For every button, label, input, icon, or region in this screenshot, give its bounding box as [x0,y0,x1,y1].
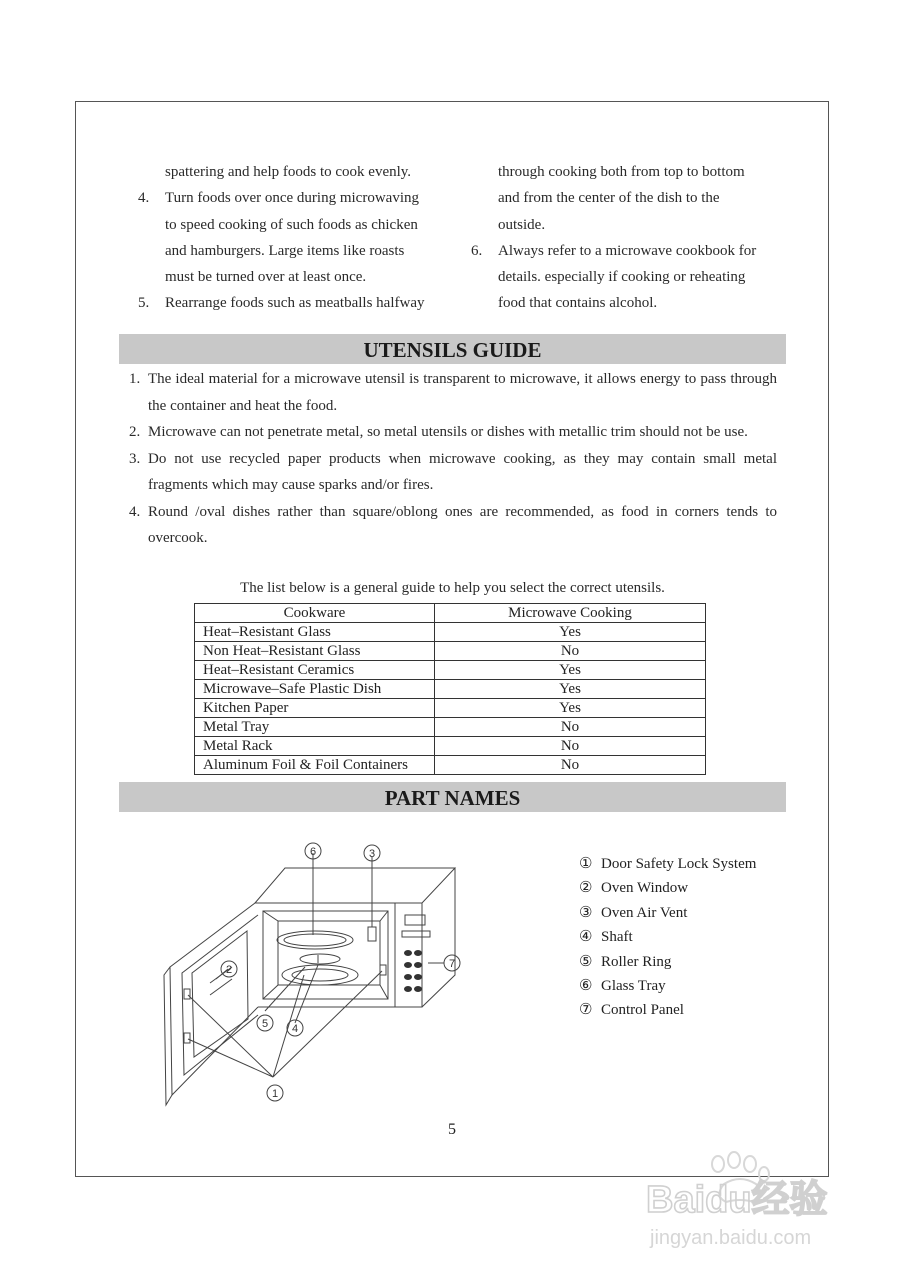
legend-label: Oven Air Vent [601,904,688,921]
microwave-cell: No [435,737,706,756]
legend-item [579,852,756,876]
legend-item [579,950,756,974]
legend-marker: ③ [579,904,593,921]
legend-marker: ① [579,856,593,872]
table-row [195,699,706,718]
watermark-brand: Baidu经验 [646,1179,828,1221]
list-number: 6. [471,242,483,259]
legend-marker: ② [579,880,593,897]
table-row [195,680,706,699]
column-header-microwave-cooking: Microwave Cooking [435,604,706,623]
list-number: 4. [138,190,150,207]
utensils-guide-list [129,366,777,552]
utensils-table [194,603,706,775]
guide-number: 4. [129,503,141,520]
list-line: and from the center of the dish to the [498,190,720,207]
guide-number: 3. [129,450,141,467]
guide-text: Do not use recycled paper products when microwave cooking, as they may contain small metal fragments which may cause sparks and/or fires. [148,450,777,493]
table-row [195,661,706,680]
legend-marker: ⑤ [579,953,593,970]
table-row [195,756,706,775]
cookware-cell: Metal Rack [195,737,435,756]
callout-2: 2 [225,964,233,976]
page-number: 5 [448,1121,456,1138]
callout-6: 6 [309,846,317,858]
microwave-cell: No [435,718,706,737]
microwave-cell: Yes [435,623,706,642]
list-line: outside. [498,216,546,233]
legend-item [579,901,756,925]
list-line: Rearrange foods such as meatballs halfway [165,295,425,312]
microwave-cell: No [435,642,706,661]
table-header-row [195,604,706,623]
microwave-cell: Yes [435,661,706,680]
legend-label: Control Panel [601,1002,684,1019]
list-line: food that contains alcohol. [498,295,658,312]
legend-label: Glass Tray [601,978,666,995]
cookware-cell: Heat–Resistant Ceramics [195,661,435,680]
callout-4: 4 [291,1023,299,1035]
guide-item-1 [129,366,777,419]
watermark-url: jingyan.baidu.com [650,1227,812,1249]
guide-number: 2. [129,424,141,440]
legend-item [579,998,756,1022]
top-right-column [468,159,780,317]
cookware-cell: Metal Tray [195,718,435,737]
legend-item [579,876,756,900]
list-item-cont: spattering and help foods to cook evenly. [165,164,412,180]
list-line: must be turned over at least once. [165,269,367,286]
legend-item [579,974,756,998]
legend-marker: ⑥ [579,978,593,995]
cookware-cell: Kitchen Paper [195,699,435,718]
guide-item-3 [129,446,777,499]
list-line: to speed cooking of such foods as chicken [165,216,418,233]
legend-label: Oven Window [601,880,689,897]
list-item-6 [468,238,780,317]
callout-3: 3 [368,848,376,860]
legend-label: Roller Ring [601,953,672,970]
legend-label: Door Safety Lock System [601,856,757,872]
table-row [195,718,706,737]
list-line: Turn foods over once during microwaving [165,190,419,207]
cookware-cell: Aluminum Foil & Foil Containers [195,756,435,775]
list-line: Always refer to a microwave cookbook for [498,242,757,259]
guide-item-4 [129,499,777,552]
part-names-heading: PART NAMES [119,782,786,812]
cookware-cell: Heat–Resistant Glass [195,623,435,642]
microwave-cell: Yes [435,699,706,718]
top-left-column [135,159,447,317]
guide-text: Microwave can not penetrate metal, so metal utensils or dishes with metallic trim should not be use. [148,424,748,440]
baidu-watermark-logo [640,1150,860,1260]
table-row [195,642,706,661]
cookware-cell: Microwave–Safe Plastic Dish [195,680,435,699]
table-row [195,737,706,756]
microwave-cell: Yes [435,680,706,699]
microwave-diagram [150,835,480,1110]
callout-1: 1 [271,1088,279,1100]
legend-item [579,925,756,949]
utensils-table-intro: The list below is a general guide to help you select the correct utensils. [240,580,665,596]
part-names-legend [579,852,756,1023]
legend-label: Shaft [601,929,633,946]
cookware-cell: Non Heat–Resistant Glass [195,642,435,661]
table-row [195,623,706,642]
guide-text: Round /oval dishes rather than square/oblong ones are recommended, as food in corners tends to overcook. [148,503,777,546]
utensils-guide-heading: UTENSILS GUIDE [119,334,786,364]
list-line: through cooking both from top to bottom [498,164,745,180]
column-header-cookware: Cookware [195,604,435,623]
callout-7: 7 [448,958,456,970]
list-item-cont [468,159,780,238]
legend-marker: ④ [579,929,593,946]
legend-marker: ⑦ [579,1002,593,1019]
list-item-4 [135,185,447,290]
guide-item-2 [129,419,777,446]
guide-text: The ideal material for a microwave utensil is transparent to microwave, it allows energy to pass through the container and heat the food. [148,371,777,414]
list-number: 5. [138,295,150,312]
callout-5: 5 [261,1018,269,1030]
microwave-cell: No [435,756,706,775]
list-line: and hamburgers. Large items like roasts [165,242,405,259]
list-line: details. especially if cooking or reheating [498,269,746,286]
guide-number: 1. [129,371,141,387]
list-item-5 [135,290,447,316]
